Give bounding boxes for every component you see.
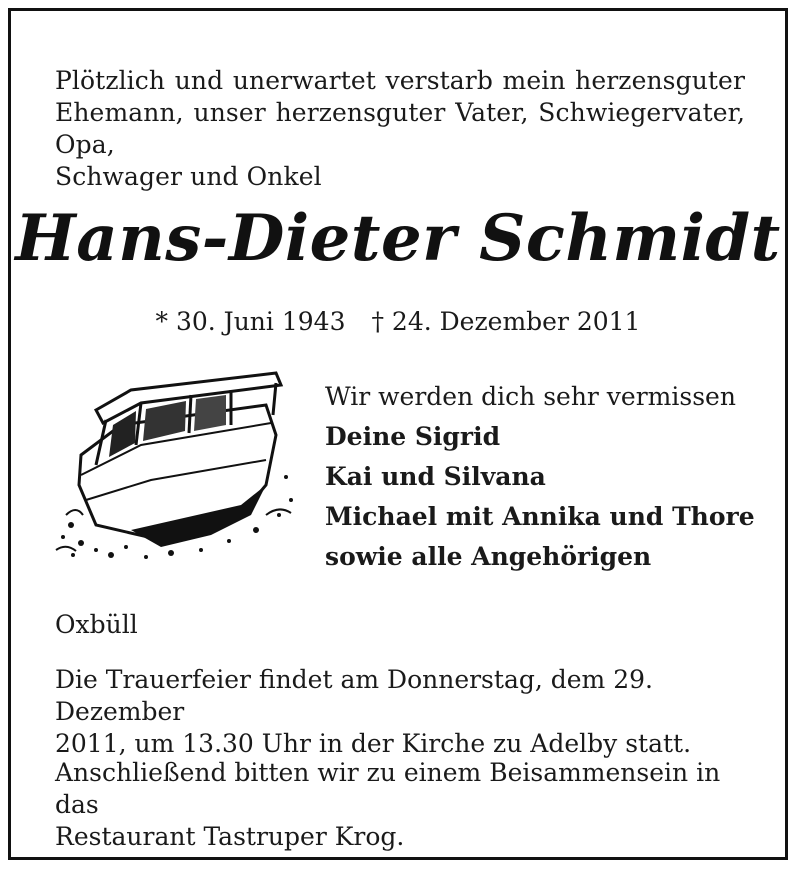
closing-message: Wir werden dich sehr vermissen <box>325 382 736 411</box>
intro-line-3: Schwager und Onkel <box>55 162 322 191</box>
reception-line-1: Anschließend bitten wir zu einem Beisammensein in das <box>55 758 721 819</box>
deceased-name: Hans-Dieter Schmidt <box>15 201 781 276</box>
mourner-line: Deine Sigrid <box>325 422 501 451</box>
place-name: Oxbüll <box>55 610 138 639</box>
mourner-line: Kai und Silvana <box>325 462 546 491</box>
mourner-line: sowie alle Angehörigen <box>325 542 652 571</box>
closing-block <box>325 377 755 577</box>
mourner-line: Michael mit Annika und Thore <box>325 502 755 531</box>
reception-info <box>55 757 755 853</box>
intro-line-1: Plötzlich und unerwartet verstarb mein herzensguter <box>55 66 745 95</box>
reception-line-2: Restaurant Tastruper Krog. <box>55 822 405 851</box>
birth-date: * 30. Juni 1943 <box>155 307 346 336</box>
motorboat-icon <box>51 365 301 565</box>
funeral-line-2: 2011, um 13.30 Uhr in der Kirche zu Adelby statt. <box>55 729 692 758</box>
intro-line-2: Ehemann, unser herzensguter Vater, Schwiegervater, Opa, <box>55 98 745 159</box>
death-date: † 24. Dezember 2011 <box>371 307 641 336</box>
intro-text <box>55 65 745 193</box>
life-dates <box>11 306 785 338</box>
funeral-line-1: Die Trauerfeier findet am Donnerstag, dem 29. Dezember <box>55 665 653 726</box>
funeral-info <box>55 664 755 760</box>
obituary-notice <box>8 8 788 860</box>
